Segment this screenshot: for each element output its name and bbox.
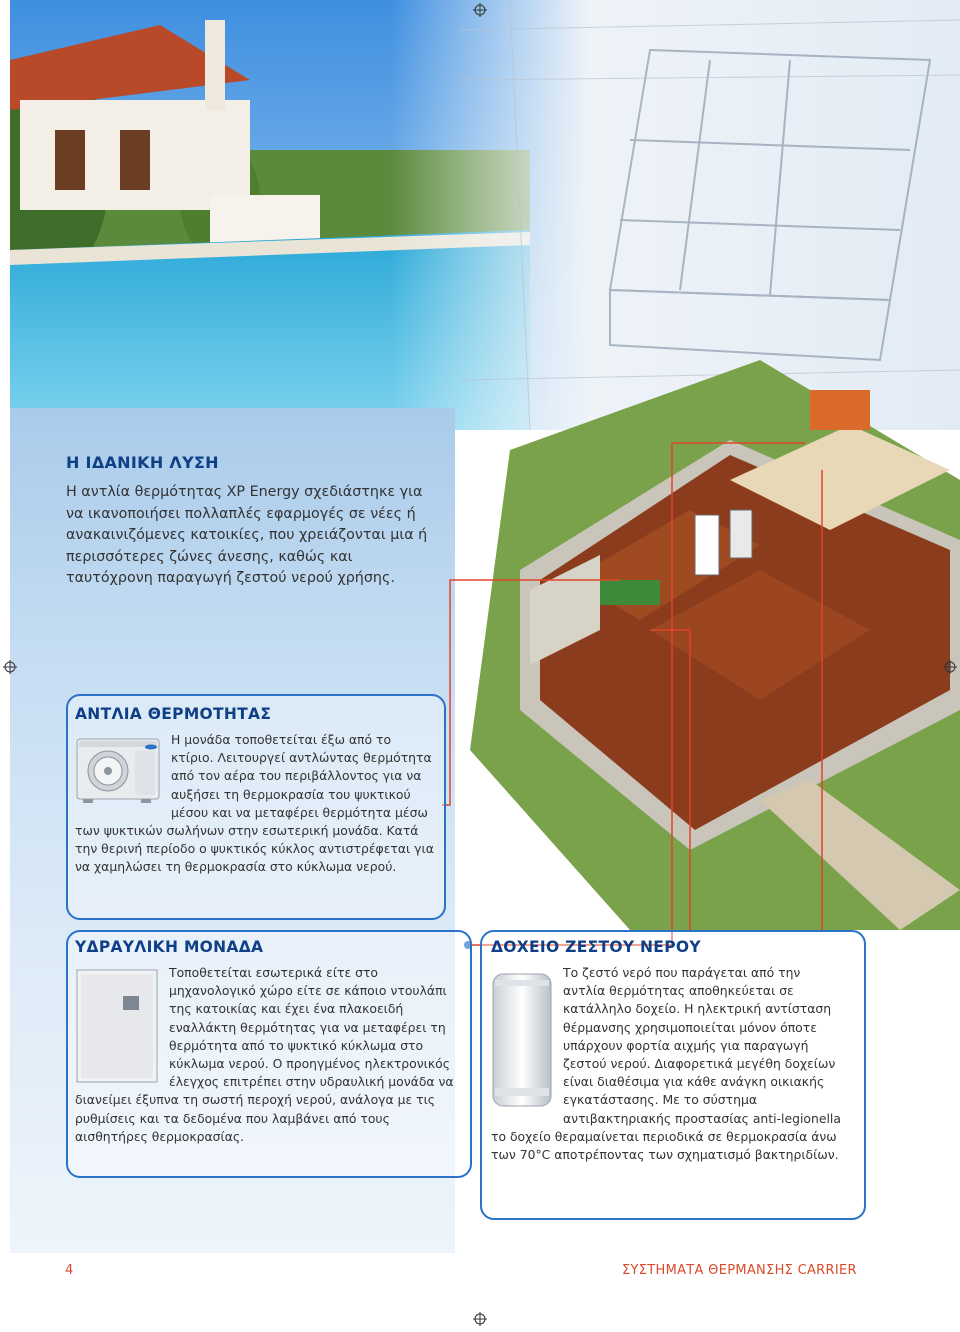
page-number: 4 [65, 1263, 74, 1278]
hydraulic-unit-image [75, 968, 159, 1086]
ideal-solution-text: Η αντλία θερμότητας XP Energy σχεδιάστηκε για να ικανοποιήσει πολλαπλές εφαρμογές σε νέες ή ανακαινιζόμενες κατοικίες, που χρειάζονται μια ή περισσότερες ζώνες άνεσης, καθώς και ταυτόχρονη παραγωγή ζεστού νερού χρήσης. [66, 484, 428, 586]
house-cutaway-illustration [430, 330, 960, 930]
heat-pump-title: ΑΝΤΛΙΑ ΘΕΡΜΟΤΗΤΑΣ [75, 705, 272, 723]
hydraulic-unit-title: ΥΔΡΑΥΛΙΚΗ ΜΟΝΑΔΑ [75, 938, 264, 956]
hydraulic-unit-description: Τοποθετείται εσωτερικά είτε στο μηχανολογικό χώρο είτε σε κάποιο ντουλάπι της κατοικίας και έχει ένα πλακοειδή εναλλάκτη θερμότητας για να μεταφέρει τη θερμότητα από το ψυκτικό κύκλωμα στο κύκλωμα νερού. Ο προηγμένος ηλεκτρονικός έλεγχος επιτρέπει στην υδραυλική μονάδα να διανείμει έξυπνα τη σωστή περοχή νερού, ανάλογα με τις ρυθμίσεις και τα δεδομένα που λαμβάνει από τους αισθητήρες θερμοκρασίας. [75, 965, 454, 1144]
hot-water-tank-description: Το ζεστό νερό που παράγεται από την αντλία θερμότητας αποθηκεύεται σε κατάλληλο δοχείο. Η ηλεκτρική αντίσταση θέρμανσης χρησιμοποιείται μόνον όποτε υπάρχουν φορτία αιχμής για παραγωγή ζεστού νερού. Διαφορετικά μεγέθη δοχείων είναι διαθέσιμα για κάθε ανάγκη οικιακής εγκατάστασης. Με το σύστημα αντιβακτηριακής προστασίας anti-legionella το δοχείο θεραμαίνεται περιοδικά σε θερμοκρασία άνω των 70°C αποτρέποντας των σχηματισμό βακτηριδίων. [491, 965, 841, 1163]
footer-title: ΣΥΣΤΗΜΑΤΑ ΘΕΡΜΑΝΣΗΣ CARRIER [622, 1263, 857, 1278]
hot-water-tank-image [491, 968, 553, 1110]
registration-mark-icon [943, 660, 957, 674]
registration-mark-icon [473, 1312, 487, 1326]
heat-pump-description: Η μονάδα τοποθετείται έξω από το κτίριο. Λειτουργεί αντλώντας θερμότητα από τον αέρα του περιβάλλοντος για να αυξήσει τη θερμοκρασία του ψυκτικού μέσου και να μεταφέρει θερμότητα μέσω των ψυκτικών σωλήνων στην εσωτερική μονάδα. Κατά την θερινή περίοδο ο ψυκτικός κύκλος αντιστρέφεται για να χαμηλώσει τη θερμοκρασία στο κύκλωμα νερού. [75, 732, 434, 875]
ideal-solution-title: Η ΙΔΑΝΙΚΗ ΛΥΣΗ [66, 453, 219, 472]
registration-mark-icon [473, 3, 487, 17]
outdoor-unit-image [75, 735, 161, 805]
hot-water-tank-title: ΔΟΧΕΙΟ ΖΕΣΤΟΥ ΝΕΡΟΥ [491, 938, 701, 956]
registration-mark-icon [3, 660, 17, 674]
